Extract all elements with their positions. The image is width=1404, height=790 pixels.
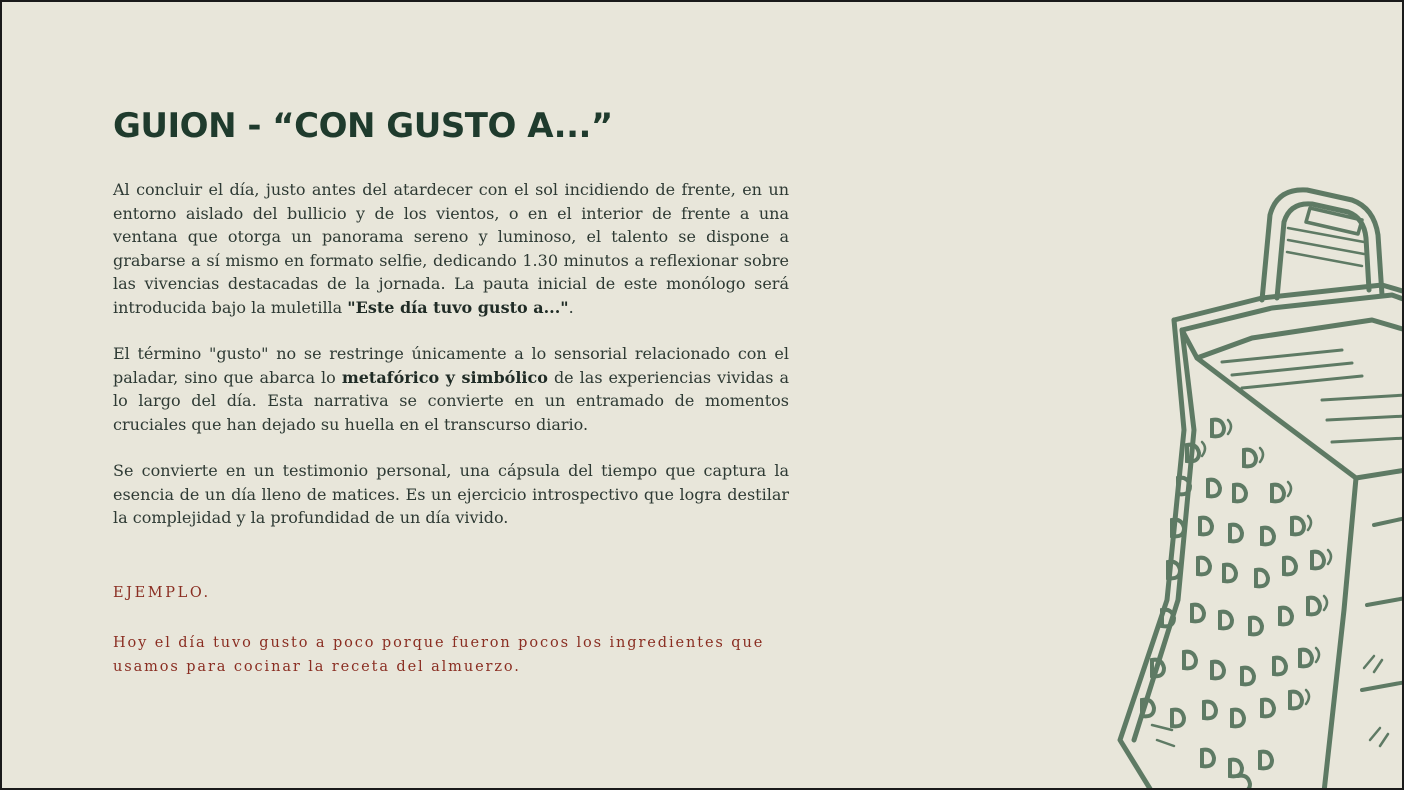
body-text <box>113 178 789 553</box>
paragraph-2-text-2: de las experiencias vividas a lo largo del día. Esta narrativa se convierte en un entramado de momentos cruciales que han dejado su huella en el transcurso diario. <box>113 367 790 434</box>
paragraph-1-bold: "Este día tuvo gusto a..." <box>347 297 569 317</box>
slide-title: GUION - “CON GUSTO A...” <box>113 106 613 146</box>
example-label: EJEMPLO. <box>113 585 211 601</box>
example-text: Hoy el día tuvo gusto a poco porque fueron pocos los ingredientes que usamos para cocinar la receta del almuerzo. <box>113 635 765 675</box>
paragraph-1-text: Al concluir el día, justo antes del atardecer con el sol incidiendo de frente, en un entorno aislado del bullicio y de los vientos, o en el interior de frente a una ventana que otorga un panorama sereno y luminoso, el talento se dispone a grabarse a sí mismo en formato selfie, dedicando 1.30 minutos a reflexionar sobre las vivencias destacadas de la jornada. La pauta inicial de este monólogo será introducida bajo la muletilla <box>113 180 789 317</box>
paragraph-2-bold-1: metafórico <box>341 367 440 387</box>
paragraph-1-end: . <box>568 297 574 317</box>
paragraph-2 <box>113 342 789 436</box>
paragraph-2-mid: y <box>439 367 462 387</box>
paragraph-3: Se convierte en un testimonio personal, una cápsula del tiempo que captura la esencia de un día lleno de matices. Es un ejercicio introspectivo que logra destilar la complejidad y la profundidad de un día vivido. <box>113 461 789 527</box>
cheese-grater-icon <box>1112 180 1404 790</box>
paragraph-2-text-1: El término "gusto" no se restringe únicamente a lo sensorial relacionado con el paladar, sino que abarca lo <box>113 344 789 387</box>
paragraph-1 <box>113 178 789 319</box>
paragraph-2-bold-2: simbólico <box>461 367 548 387</box>
